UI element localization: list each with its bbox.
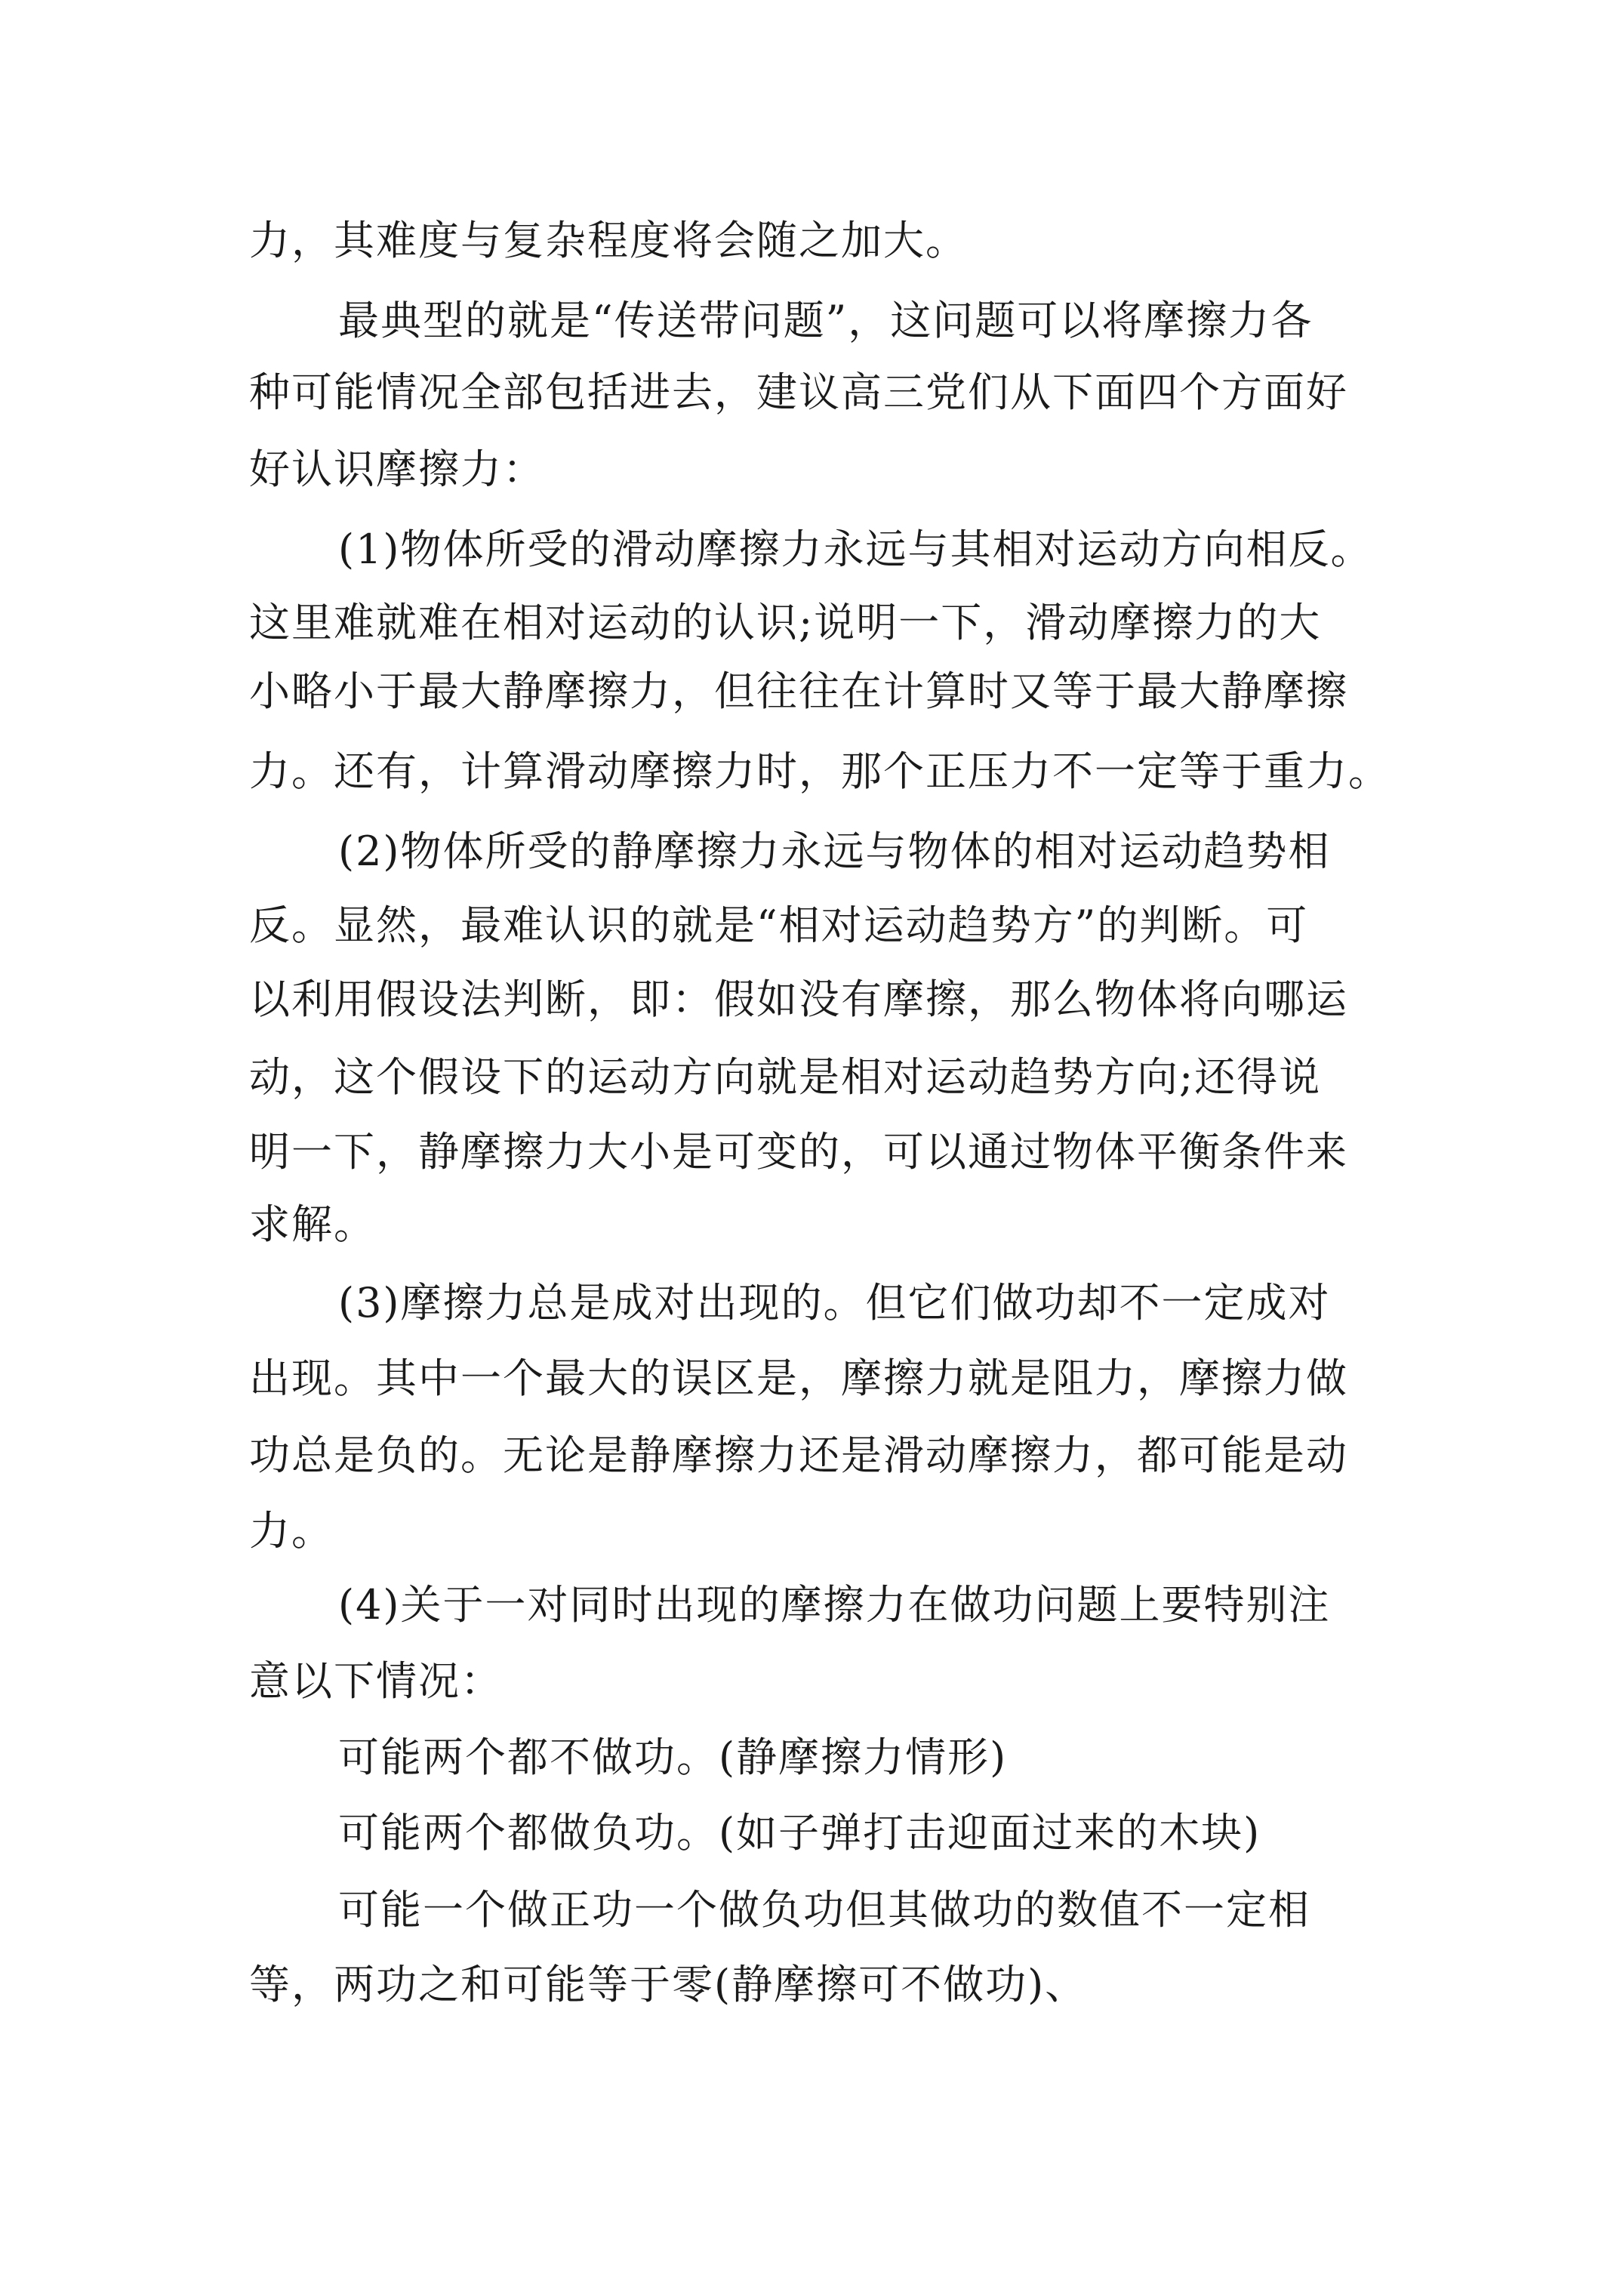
case-line: 可能两个都不做功。(静摩擦力情形) [338,1734,1008,1781]
text-line: 反。显然，最难认识的就是“相对运动趋势方”的判断。可 [249,901,1309,949]
text-line: 以利用假设法判断，即：假如没有摩擦，那么物体将向哪运 [249,975,1348,1023]
case-line: 可能一个做正功一个做负功但其做功的数值不一定相 [338,1886,1310,1934]
text-line: 力。还有，计算滑动摩擦力时，那个正压力不一定等于重力。 [249,747,1390,795]
paragraph-start-line: 最典型的就是“传送带问题”，这问题可以将摩擦力各 [338,297,1313,344]
text-line: 等，两功之和可能等于零(静摩擦可不做功)、 [249,1961,1088,2008]
point-4-heading-line: (4)关于一对同时出现的摩擦力在做功问题上要特别注 [338,1581,1331,1629]
text-line: 这里难就难在相对运动的认识;说明一下，滑动摩擦力的大 [249,599,1322,646]
text-line: 动，这个假设下的运动方向就是相对运动趋势方向;还得说 [249,1053,1322,1101]
point-1-heading-line: (1)物体所受的滑动摩擦力永远与其相对运动方向相反。 [338,525,1373,573]
text-line: 力，其难度与复杂程度将会随之加大。 [249,217,968,264]
text-line: 功总是负的。无论是静摩擦力还是滑动摩擦力，都可能是动 [249,1432,1348,1479]
text-line: 求解。 [249,1200,376,1248]
text-line: 意以下情况： [249,1657,503,1705]
text-line: 小略小于最大静摩擦力，但往往在计算时又等于最大静摩擦 [249,667,1348,715]
point-2-heading-line: (2)物体所受的静摩擦力永远与物体的相对运动趋势相 [338,827,1331,875]
text-line: 好认识摩擦力： [249,445,545,493]
text-line: 出现。其中一个最大的误区是，摩擦力就是阻力，摩擦力做 [249,1354,1348,1402]
point-3-heading-line: (3)摩擦力总是成对出现的。但它们做功却不一定成对 [338,1279,1331,1327]
text-line: 明一下，静摩擦力大小是可变的，可以通过物体平衡条件来 [249,1128,1348,1176]
text-line: 种可能情况全部包括进去，建议高三党们从下面四个方面好 [249,368,1348,416]
text-line: 力。 [249,1507,334,1555]
case-line: 可能两个都做负功。(如子弹打击迎面过来的木块) [338,1809,1261,1857]
